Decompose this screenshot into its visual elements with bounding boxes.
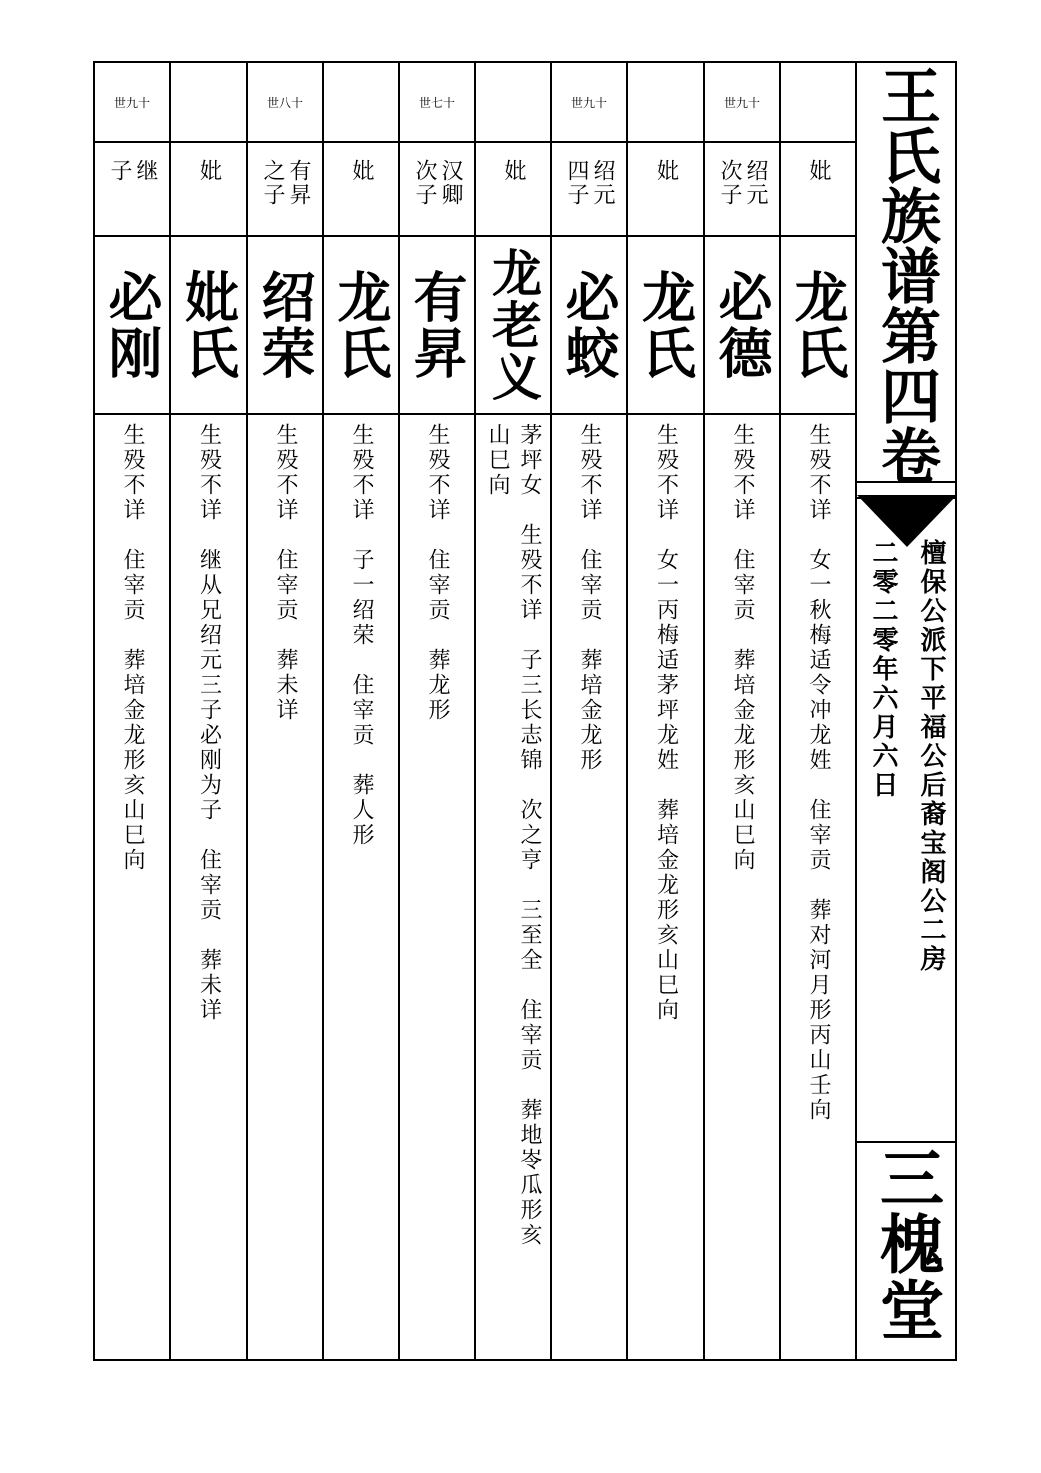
generation-label [95, 63, 169, 143]
entry-column [628, 63, 705, 1359]
person-name-text: 有昇 [405, 269, 469, 381]
biography [324, 415, 398, 1359]
person-name [628, 237, 703, 415]
generation-text: 世九十 [723, 95, 760, 110]
generation-label [248, 63, 322, 143]
relation-label [781, 141, 855, 237]
entry-column [248, 63, 324, 1359]
generation-text: 世九十 [570, 95, 607, 110]
person-name-text: 必刚 [100, 269, 164, 381]
book-title-text: 王氏族谱第四卷 [871, 65, 941, 485]
biography-line: 生殁不详 住宰贡 葬未详 [273, 423, 298, 723]
person-name [781, 237, 855, 415]
entry-column [476, 63, 552, 1359]
relation-label [552, 141, 626, 237]
biography-line: 生殁不详 住宰贡 葬龙形 [425, 423, 450, 723]
entry-column [400, 63, 476, 1359]
biography-line: 生殁不详 子一绍荣 住宰贡 葬人形 [349, 423, 374, 848]
relation-label [248, 141, 322, 237]
biography-line: 生殁不详 住宰贡 葬培金龙形亥山巳向 [120, 423, 145, 873]
person-name-text: 妣氏 [176, 269, 241, 381]
relation-line: 次子 [717, 159, 742, 207]
person-name [324, 237, 398, 415]
generation-label [476, 63, 550, 143]
biography [476, 415, 550, 1359]
genealogy-page [93, 61, 957, 1361]
relation-line: 次子 [412, 159, 437, 207]
person-name-text: 必蛟 [557, 269, 621, 381]
person-name-text: 龙氏 [786, 269, 850, 381]
relation-line: 有昇 [286, 159, 311, 207]
relation-line: 继 [133, 159, 158, 183]
relation-line: 汉卿 [438, 159, 463, 207]
biography-line: 茅坪女 生殁不详 子三长志锦 次之亨 三至全 住宰贡 葬地岺瓜形亥 [517, 423, 542, 1248]
relation-line: 子 [107, 159, 132, 183]
biography-line: 生殁不详 女一秋梅适令冲龙姓 住宰贡 葬对河月形丙山壬向 [806, 423, 831, 1123]
person-name [705, 237, 779, 415]
generation-text: 世九十 [113, 95, 150, 110]
entry-column [324, 63, 400, 1359]
person-name [476, 237, 550, 415]
relation-line: 妣 [349, 159, 374, 183]
person-name [248, 237, 322, 415]
biography [248, 415, 322, 1359]
generation-label [171, 63, 246, 143]
biography [628, 415, 703, 1359]
person-name [95, 237, 169, 415]
biography [400, 415, 474, 1359]
biography-line: 山巳向 [485, 423, 510, 498]
relation-label [324, 141, 398, 237]
biography [171, 415, 246, 1359]
relation-line: 妣 [806, 159, 831, 183]
relation-label [476, 141, 550, 237]
person-name [552, 237, 626, 415]
person-name [171, 237, 246, 415]
hall-name [857, 1145, 955, 1343]
generation-label [400, 63, 474, 143]
biography [95, 415, 169, 1359]
person-name [400, 237, 474, 415]
generation-label [705, 63, 779, 143]
relation-line: 之子 [260, 159, 285, 207]
relation-label [95, 141, 169, 237]
person-name-text: 龙氏 [329, 269, 393, 381]
relation-line: 四子 [564, 159, 589, 207]
hall-divider [857, 1141, 955, 1143]
relation-label [705, 141, 779, 237]
entry-column [95, 63, 171, 1359]
generation-label [628, 63, 703, 143]
person-name-text: 绍荣 [253, 269, 317, 381]
biography-line: 生殁不详 住宰贡 葬培金龙形亥山巳向 [730, 423, 755, 873]
generation-text: 世七十 [418, 95, 455, 110]
relation-line: 妣 [653, 159, 679, 183]
relation-label [628, 141, 703, 237]
biography-line: 生殁不详 住宰贡 葬培金龙形 [577, 423, 602, 773]
title-panel [857, 63, 955, 1359]
biography [781, 415, 855, 1359]
entry-column [781, 63, 857, 1359]
generation-label [552, 63, 626, 143]
person-name-text: 必德 [710, 269, 774, 381]
person-name-text: 龙老义 [484, 247, 543, 403]
relation-line: 妣 [196, 159, 222, 183]
generation-label [781, 63, 855, 143]
biography [705, 415, 779, 1359]
relation-label [171, 141, 246, 237]
compile-date: 二零二零年六月六日 [868, 539, 898, 800]
relation-line: 妣 [501, 159, 526, 183]
person-name-text: 龙氏 [633, 269, 698, 381]
generation-label [324, 63, 398, 143]
entry-column [171, 63, 248, 1359]
biography-line: 生殁不详 女一丙梅适茅坪龙姓 葬培金龙形亥山巳向 [653, 423, 679, 1023]
relation-line: 绍元 [743, 159, 768, 207]
generation-text: 世八十 [266, 95, 303, 110]
branch-name: 檀保公派下平福公后裔宝阁公二房 [916, 539, 946, 974]
entry-column [552, 63, 628, 1359]
entry-column [705, 63, 781, 1359]
biography [552, 415, 626, 1359]
hall-name-text: 三槐堂 [869, 1145, 944, 1343]
relation-label [400, 141, 474, 237]
book-title [857, 65, 955, 485]
biography-line: 生殁不详 继从兄绍元三子必刚为子 住宰贡 葬未详 [196, 423, 222, 1023]
relation-line: 绍元 [590, 159, 615, 207]
